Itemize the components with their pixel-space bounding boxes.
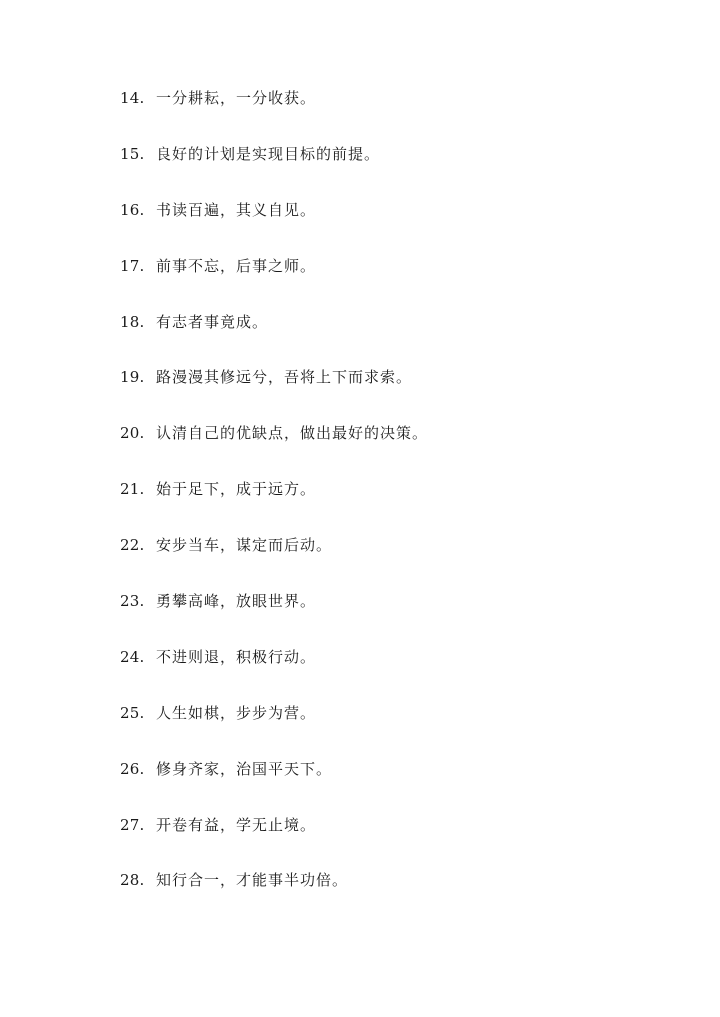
item-text: 修身齐家，治国平天下。 (156, 759, 333, 778)
list-item (120, 533, 640, 589)
item-number: 16. (120, 200, 145, 219)
numbered-list (120, 86, 640, 924)
item-number: 21. (120, 480, 145, 499)
item-number: 24. (120, 647, 145, 666)
item-text: 不进则退，积极行动。 (156, 647, 317, 666)
item-number: 14. (120, 89, 145, 107)
list-item (120, 813, 640, 869)
list-item (120, 868, 640, 924)
item-text: 认清自己的优缺点，做出最好的决策。 (156, 424, 429, 443)
item-text: 勇攀高峰，放眼世界。 (156, 592, 317, 611)
item-number: 28. (120, 871, 145, 890)
list-item (120, 645, 640, 701)
list-item (120, 142, 640, 198)
list-item (120, 365, 640, 421)
item-number: 27. (120, 815, 145, 834)
list-item (120, 757, 640, 813)
item-text: 安步当车，谋定而后动。 (156, 536, 333, 555)
item-number: 15. (120, 144, 145, 163)
item-text: 开卷有益，学无止境。 (156, 815, 317, 834)
item-text: 人生如棋，步步为营。 (156, 703, 317, 722)
item-text: 良好的计划是实现目标的前提。 (156, 144, 381, 163)
list-item (120, 477, 640, 533)
item-number: 23. (120, 592, 145, 611)
item-number: 25. (120, 703, 145, 722)
item-number: 17. (120, 256, 145, 275)
item-number: 20. (120, 424, 145, 443)
list-item (120, 310, 640, 366)
item-number: 18. (120, 312, 145, 331)
item-text: 书读百遍，其义自见。 (156, 200, 317, 219)
item-text: 有志者事竟成。 (156, 312, 269, 331)
list-item (120, 589, 640, 645)
item-text: 路漫漫其修远兮，吾将上下而求索。 (156, 368, 413, 387)
item-number: 19. (120, 368, 145, 387)
item-text: 始于足下，成于远方。 (156, 480, 317, 499)
item-number: 26. (120, 759, 145, 778)
list-item (120, 254, 640, 310)
list-item (120, 86, 640, 142)
list-item (120, 701, 640, 757)
item-number: 22. (120, 536, 145, 555)
list-item (120, 421, 640, 477)
list-item (120, 198, 640, 254)
item-text: 一分耕耘，一分收获。 (156, 89, 317, 107)
item-text: 前事不忘，后事之师。 (156, 256, 317, 275)
item-text: 知行合一，才能事半功倍。 (156, 871, 349, 890)
